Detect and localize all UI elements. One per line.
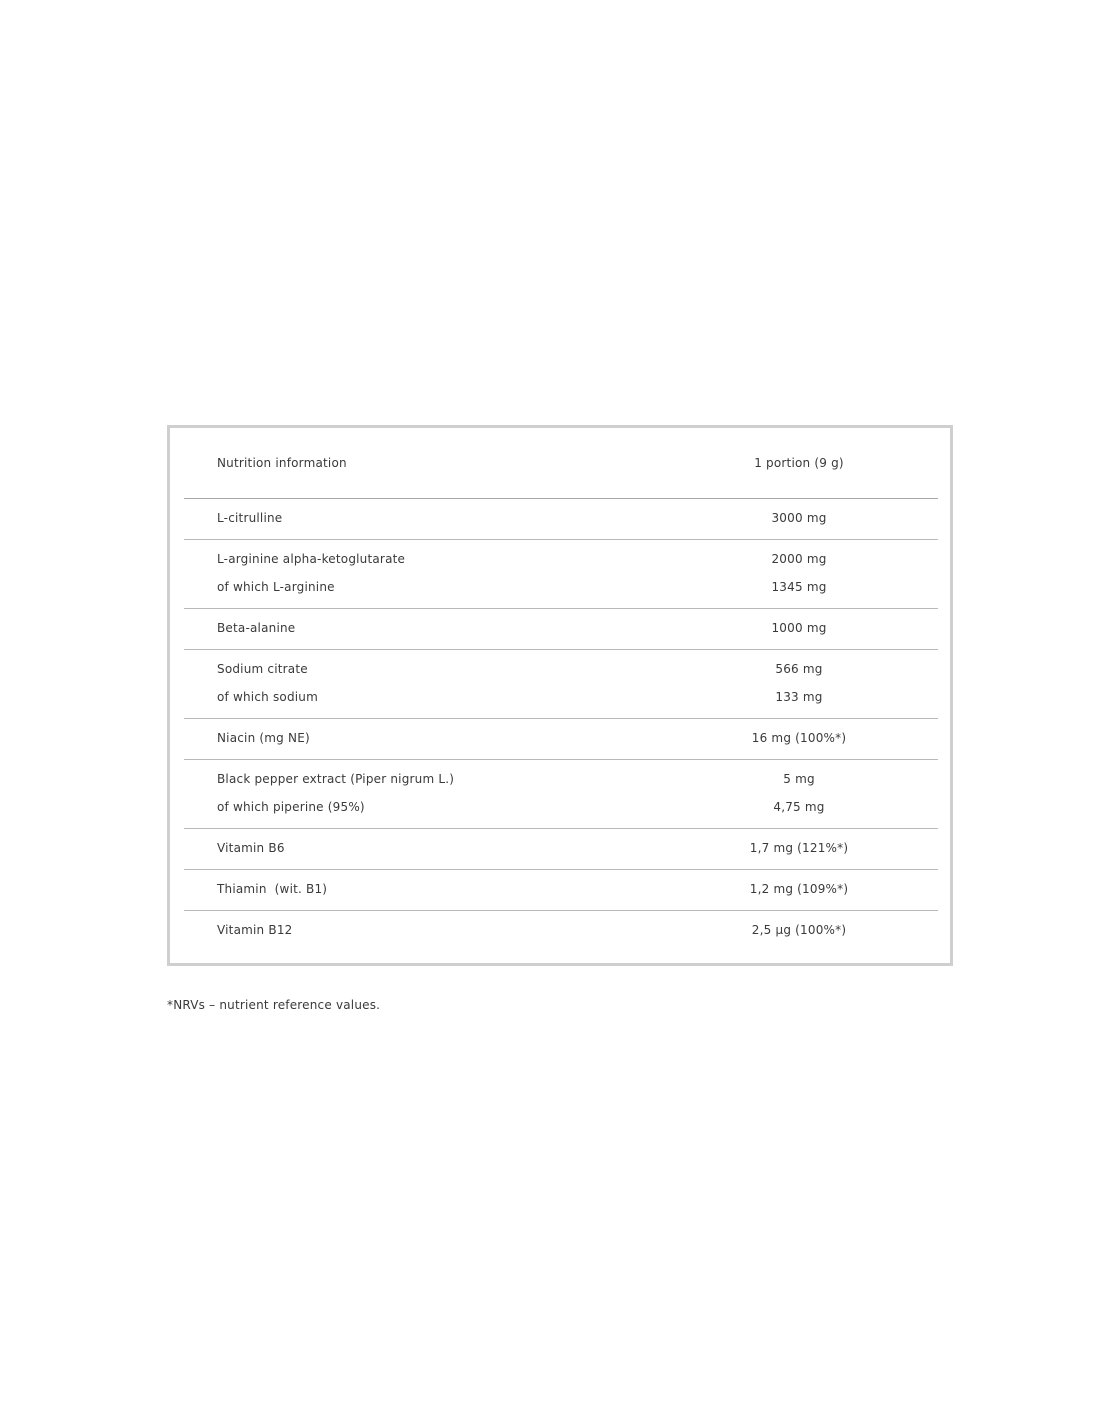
table-row <box>184 609 938 650</box>
table-body <box>184 499 938 951</box>
nutrient-value: 1,2 mg (109%*) <box>749 882 849 896</box>
nutrient-sub-name: of which sodium <box>217 690 318 704</box>
nutrient-sub-value: 4,75 mg <box>773 800 825 814</box>
nutrient-name: L-citrulline <box>217 511 283 525</box>
footnote: *NRVs – nutrient reference values. <box>167 998 381 1012</box>
header-value: 1 portion (9 g) <box>754 456 844 470</box>
nutrient-value: 1,7 mg (121%*) <box>749 841 849 855</box>
nutrient-name: Thiamin (wit. B1) <box>217 882 328 896</box>
nutrient-value: 16 mg (100%*) <box>751 731 847 745</box>
nutrient-value: 5 mg <box>783 772 815 786</box>
table-row <box>184 650 938 719</box>
nutrient-value: 566 mg <box>775 662 823 676</box>
table-row <box>184 760 938 829</box>
nutrient-sub-value: 133 mg <box>775 690 823 704</box>
nutrition-table <box>167 425 953 966</box>
table-row <box>184 719 938 760</box>
nutrient-name: Vitamin B6 <box>217 841 285 855</box>
table-row <box>184 911 938 951</box>
nutrient-name: Beta-alanine <box>217 621 296 635</box>
nutrient-value: 1000 mg <box>771 621 827 635</box>
nutrient-value: 2,5 µg (100%*) <box>751 923 847 937</box>
table-row <box>184 829 938 870</box>
nutrient-value: 3000 mg <box>771 511 827 525</box>
nutrient-value: 2000 mg <box>771 552 827 566</box>
nutrient-name: Niacin (mg NE) <box>217 731 310 745</box>
nutrient-sub-name: of which piperine (95%) <box>217 800 365 814</box>
table-row <box>184 499 938 540</box>
nutrient-sub-name: of which L-arginine <box>217 580 335 594</box>
nutrient-name: Sodium citrate <box>217 662 308 676</box>
table-row <box>184 870 938 911</box>
table-row <box>184 540 938 609</box>
table-header <box>184 428 938 499</box>
nutrient-name: Black pepper extract (Piper nigrum L.) <box>217 772 455 786</box>
nutrient-sub-value: 1345 mg <box>771 580 827 594</box>
nutrient-name: Vitamin B12 <box>217 923 293 937</box>
nutrient-name: L-arginine alpha-ketoglutarate <box>217 552 406 566</box>
header-name: Nutrition information <box>217 456 347 470</box>
